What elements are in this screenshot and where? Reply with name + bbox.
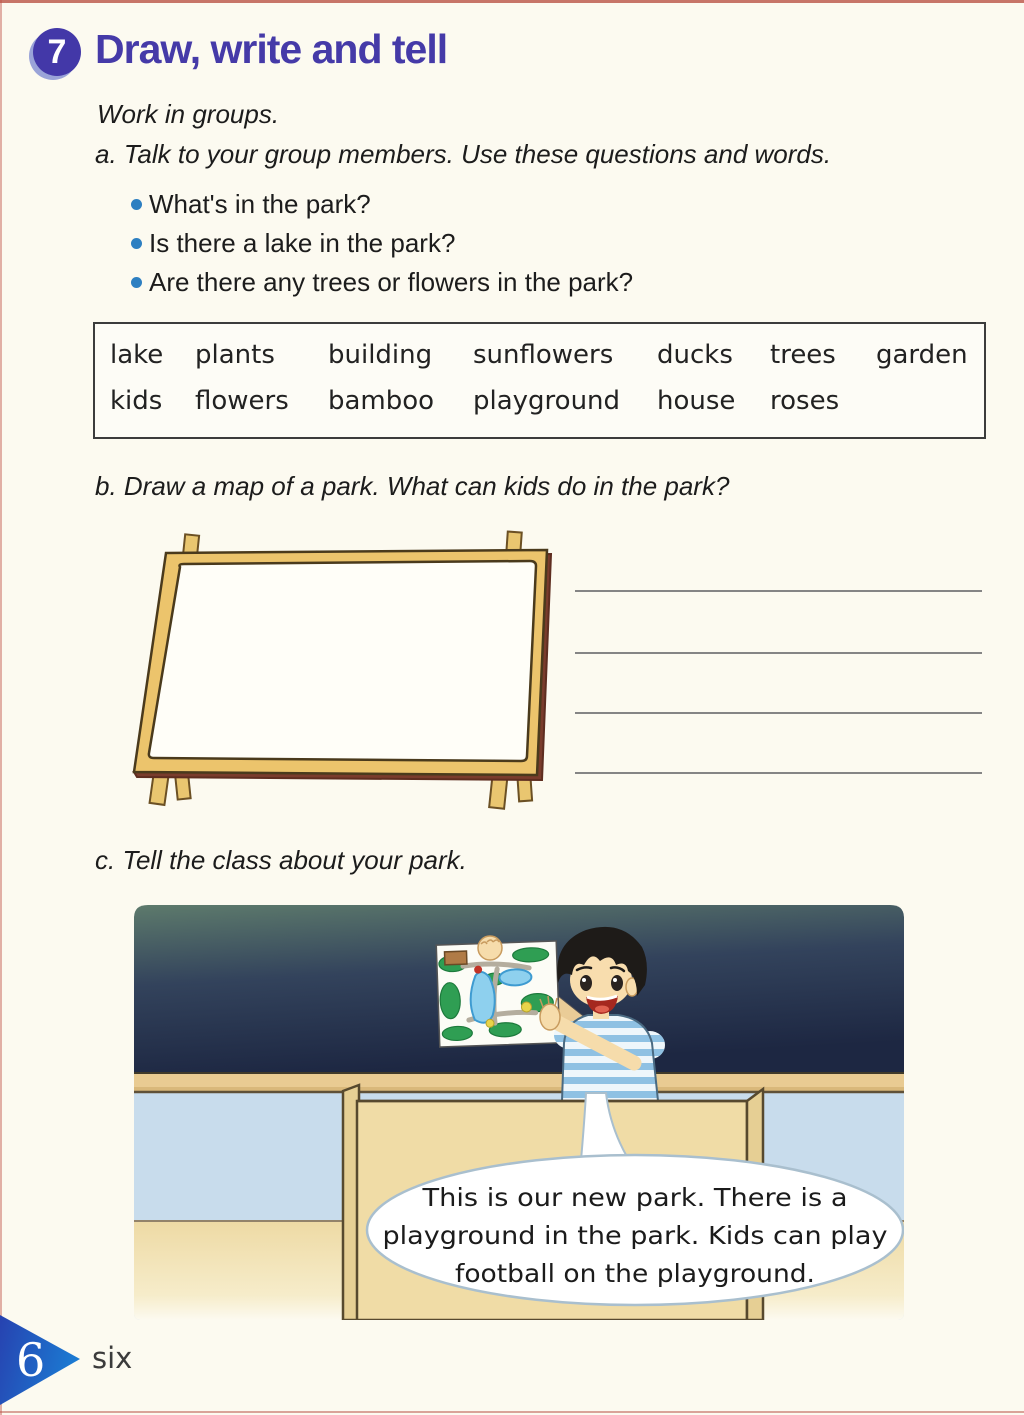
writing-line (575, 772, 982, 774)
speech-line: playground in the park. Kids can play (382, 1221, 888, 1250)
speech-line: football on the playground. (455, 1259, 815, 1288)
page-title: Draw, write and tell (95, 26, 448, 72)
instruction-work-in-groups: Work in groups. (97, 99, 280, 129)
word: playground (473, 386, 621, 416)
word: building (328, 340, 433, 370)
scan-edge-bottom (0, 1411, 1024, 1413)
writing-line (575, 712, 982, 714)
board-surface (149, 561, 536, 761)
boy-fist (478, 936, 502, 960)
word: bamboo (328, 386, 435, 416)
instruction-b: b. Draw a map of a park. What can kids do in the park? (95, 471, 730, 501)
writing-line (575, 590, 982, 592)
word: ducks (657, 340, 733, 370)
scan-edge-left (0, 0, 2, 1415)
page-number-word: six (92, 1341, 133, 1375)
section-number-badge: 7 (33, 28, 81, 76)
word: flowers (195, 386, 289, 416)
whiteboard-easel-illustration (110, 520, 570, 820)
word: sunflowers (473, 340, 614, 370)
scan-edge-top (0, 0, 1024, 3)
question-text: Are there any trees or flowers in the park? (149, 267, 634, 297)
word: kids (110, 386, 163, 416)
bullet-dot-icon (131, 199, 142, 210)
bullet-dot-icon (131, 238, 142, 249)
question-item (131, 267, 633, 298)
chalk-tray (134, 1073, 904, 1092)
word: plants (195, 340, 275, 370)
classroom-illustration (134, 903, 904, 1320)
page-number: 6 (16, 1333, 46, 1387)
speech-line: This is our new park. There is a (421, 1183, 848, 1212)
page-number-corner (0, 1313, 84, 1407)
instruction-a: a. Talk to your group members. Use these questions and words. (95, 139, 832, 169)
word: trees (770, 340, 836, 370)
instruction-c: c. Tell the class about your park. (95, 845, 467, 875)
question-item (131, 189, 371, 220)
bullet-dot-icon (131, 277, 142, 288)
word: roses (770, 386, 840, 416)
word: house (657, 386, 736, 416)
question-text: Is there a lake in the park? (149, 228, 456, 258)
writing-line (575, 652, 982, 654)
word: garden (876, 340, 968, 370)
question-item (131, 228, 455, 259)
question-text: What's in the park? (149, 189, 371, 219)
word: lake (110, 340, 164, 370)
word-bank-box (93, 322, 986, 439)
